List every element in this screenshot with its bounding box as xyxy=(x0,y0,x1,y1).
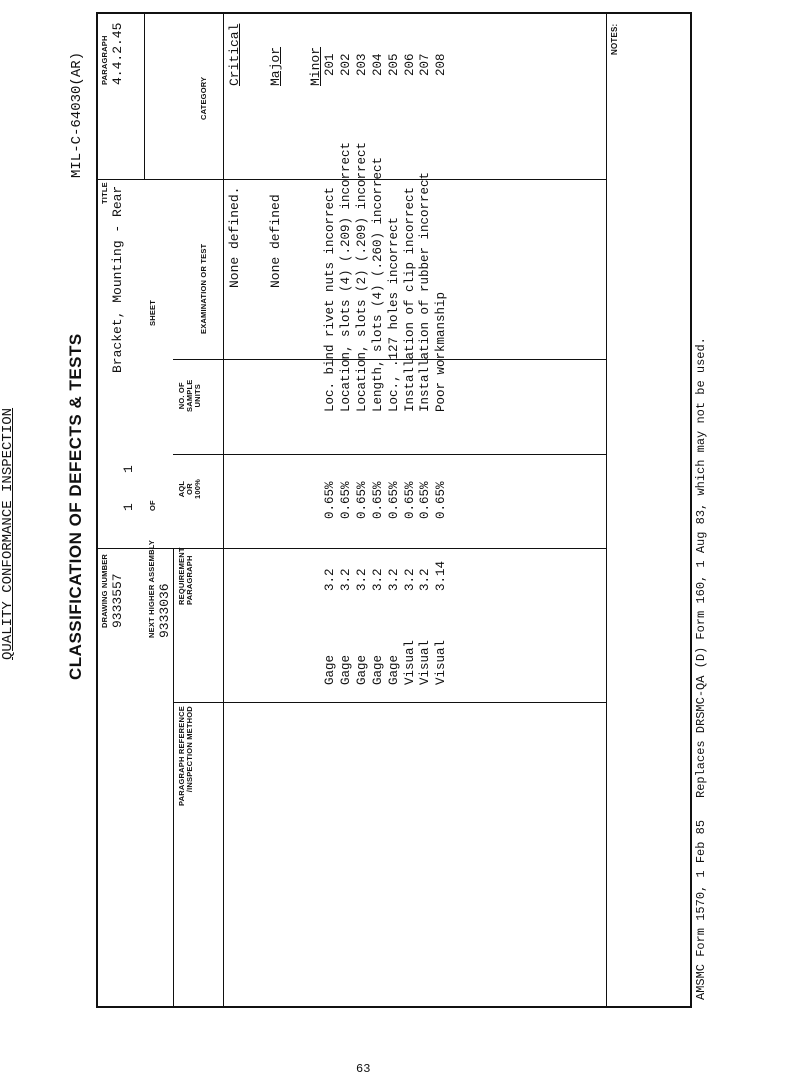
item-aql: 0.65% xyxy=(354,481,369,519)
drawing-value: 9333557 xyxy=(110,573,125,628)
drawing-label: DRAWING NUMBER xyxy=(100,553,109,628)
paragraph-label: PARAGRAPH xyxy=(100,35,109,85)
sheet-label: SHEET xyxy=(148,299,157,326)
item-req: 3.2 xyxy=(402,568,417,591)
item-code: 202 xyxy=(338,53,353,76)
col-exam: EXAMINATION OR TEST xyxy=(199,243,208,334)
item-exam: Loc. bind rivet nuts incorrect xyxy=(323,186,337,412)
item-method: Visual xyxy=(418,639,433,685)
col-category: CATEGORY xyxy=(199,76,208,120)
item-exam: Installation of clip incorrect xyxy=(402,186,417,412)
category-critical: Critical xyxy=(227,23,242,86)
item-method: Gage xyxy=(354,654,369,685)
title-value: Bracket, Mounting - Rear xyxy=(110,185,125,373)
item-aql: 0.65% xyxy=(418,481,433,519)
item-req: 3.2 xyxy=(370,568,385,591)
critical-text: None defined. xyxy=(227,186,242,288)
item-method: Gage xyxy=(370,654,385,685)
col-sample-line3: UNITS xyxy=(193,384,202,408)
sheet-number: 1 xyxy=(121,465,136,473)
col-req-line2: PARAGRAPH xyxy=(185,555,194,605)
item-code: 205 xyxy=(386,53,401,76)
assembly-label: NEXT HIGHER ASSEMBLY xyxy=(147,539,156,638)
item-code: 206 xyxy=(402,53,417,76)
item-req: 3.2 xyxy=(418,568,433,591)
spec-id: MIL-C-64030(AR) xyxy=(69,51,85,178)
item-code: 204 xyxy=(370,53,385,76)
major-text: None defined xyxy=(268,194,283,288)
sheet-total: 1 xyxy=(121,503,136,511)
item-code: 208 xyxy=(434,53,449,76)
col-sample-line1: NO. OF xyxy=(177,382,186,410)
page-header: QUALITY CONFORMANCE INSPECTION xyxy=(0,407,16,660)
item-req: 3.2 xyxy=(338,568,353,591)
item-method: Gage xyxy=(323,654,337,685)
item-aql: 0.65% xyxy=(323,481,337,519)
col-aql-line1: AQL xyxy=(177,480,186,498)
item-aql: 0.65% xyxy=(402,481,417,519)
title-label: TITLE xyxy=(100,182,109,204)
item-code: 201 xyxy=(323,53,337,76)
col-req-line1: REQUIREMENT xyxy=(177,547,186,605)
footer-replaces: Replaces DRSMC-QA (D) Form 160, 1 Aug 83, which may not be used. xyxy=(694,337,708,798)
page-number: 63 xyxy=(356,1062,371,1076)
form-title: CLASSIFICATION OF DEFECTS & TESTS xyxy=(66,333,85,680)
col-ref-line2: /INSPECTION METHOD xyxy=(185,706,194,793)
item-code: 203 xyxy=(354,53,369,76)
item-method: Visual xyxy=(402,639,417,685)
category-minor: Minor xyxy=(308,46,323,86)
footer-form-id: AMSMC Form 1570, 1 Feb 85 xyxy=(694,819,708,1000)
of-label: OF xyxy=(148,500,157,511)
col-sample-line2: SAMPLE xyxy=(185,379,194,412)
notes-label: NOTES: xyxy=(610,23,619,55)
item-code: 207 xyxy=(418,53,433,76)
item-exam: Location, slots (4) (.209) incorrect xyxy=(338,141,353,412)
item-aql: 0.65% xyxy=(338,481,353,519)
item-method: Visual xyxy=(434,639,449,685)
col-aql-line3: 100% xyxy=(193,479,202,499)
form-frame xyxy=(96,12,692,1008)
item-method: Gage xyxy=(338,654,353,685)
item-aql: 0.65% xyxy=(434,481,449,519)
item-req: 3.2 xyxy=(386,568,401,591)
item-exam: Poor workmanship xyxy=(434,291,449,412)
item-exam: Length, slots (4) (.260) incorrect xyxy=(370,156,385,412)
minor-items-list xyxy=(98,14,606,1006)
item-aql: 0.65% xyxy=(370,481,385,519)
category-major: Major xyxy=(268,46,283,86)
item-aql: 0.65% xyxy=(386,481,401,519)
col-aql-line2: OR xyxy=(185,483,194,495)
item-req: 3.2 xyxy=(323,568,337,591)
item-req: 3.14 xyxy=(434,560,449,591)
item-exam: Loc., .127 holes incorrect xyxy=(386,216,401,412)
item-exam: Location, slots (2) (.209) incorrect xyxy=(354,141,369,412)
item-exam: Installation of rubber incorrect xyxy=(418,171,433,412)
assembly-value: 9333036 xyxy=(157,583,172,638)
col-ref-line1: PARAGRAPH REFERENCE xyxy=(177,706,186,806)
item-req: 3.2 xyxy=(354,568,369,591)
paragraph-value: 4.4.2.45 xyxy=(110,22,125,85)
item-method: Gage xyxy=(386,654,401,685)
